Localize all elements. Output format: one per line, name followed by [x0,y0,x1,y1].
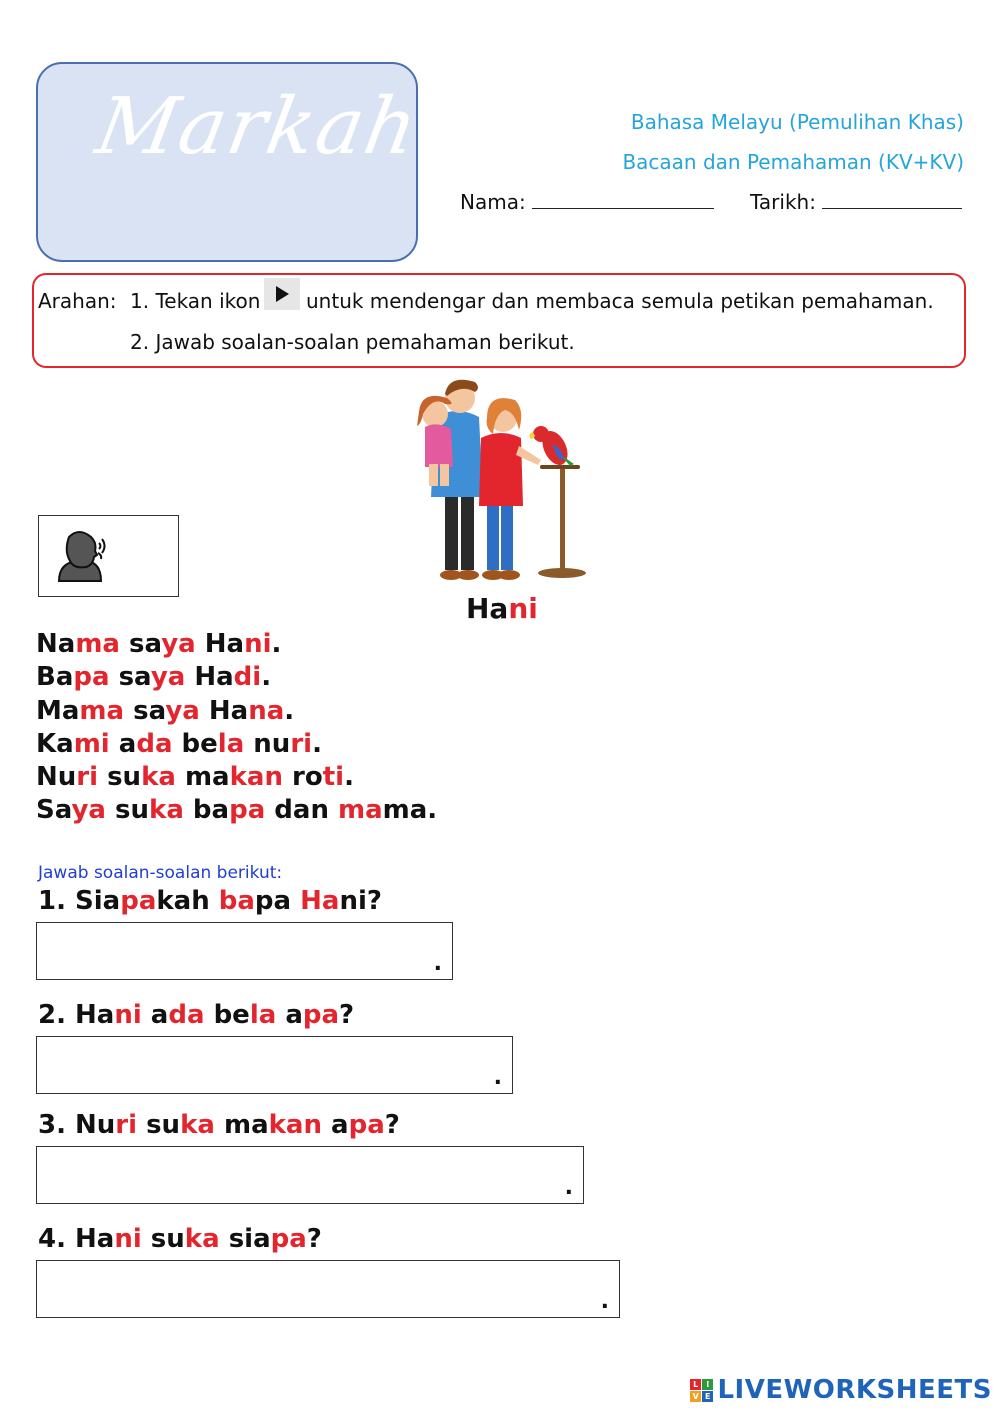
subject-title: Bahasa Melayu (Pemulihan Khas) [630,110,964,134]
speaking-head-icon[interactable] [55,527,107,583]
liveworksheets-icon: L I V E [690,1379,713,1402]
tarikh-field[interactable] [750,190,962,214]
question-1: 1. Siapakah bapa Hani? [38,886,382,916]
answer-input-1[interactable] [36,922,453,980]
instruction-step2: 2. Jawab soalan-soalan pemahaman berikut. [130,330,575,354]
liveworksheets-logo[interactable] [690,1375,992,1405]
tarikh-input-line[interactable] [822,190,962,209]
passage-caption [466,592,538,625]
questions-header: Jawab soalan-soalan berikut: [38,863,283,883]
nama-label: Nama: [460,190,526,214]
reading-passage [36,628,437,828]
tarikh-label: Tarikh: [750,190,816,214]
answer-end-mark: . [493,1065,502,1090]
question-2: 2. Hani ada bela apa? [38,1000,355,1030]
caption-segment: Ha [466,592,509,625]
nama-input-line[interactable] [532,190,714,209]
passage-line: Nama saya Hani. [36,629,282,659]
instruction-step1-prefix: 1. Tekan ikon [130,289,261,313]
passage-line: Saya suka bapa dan mama. [36,795,438,826]
liveworksheets-brand: LIVEWORKSHEETS [717,1375,992,1405]
passage-line: Mama saya Hana. [36,695,295,726]
answer-input-2[interactable] [36,1036,513,1094]
markah-label: Markah [90,82,426,172]
instructions-label: Arahan: [38,289,117,313]
play-icon [264,278,300,310]
instruction-step1-suffix: untuk mendengar dan membaca semula petikan pemahaman. [306,289,934,313]
passage-line: Kami ada bela nuri. [36,728,322,759]
nama-field[interactable] [460,190,714,214]
family-illustration [405,372,595,584]
answer-input-3[interactable] [36,1146,584,1204]
answer-end-mark: . [564,1175,573,1200]
passage-line: Nuri suka makan roti. [36,762,354,793]
passage-line: Bapa saya Hadi. [36,662,272,693]
question-4: 4. Hani suka siapa? [38,1224,322,1254]
subject-subtitle: Bacaan dan Pemahaman (KV+KV) [622,150,964,174]
answer-end-mark: . [600,1289,609,1314]
question-3: 3. Nuri suka makan apa? [38,1110,400,1140]
caption-segment-red: ni [508,592,538,625]
answer-input-4[interactable] [36,1260,620,1318]
answer-end-mark: . [433,951,442,976]
